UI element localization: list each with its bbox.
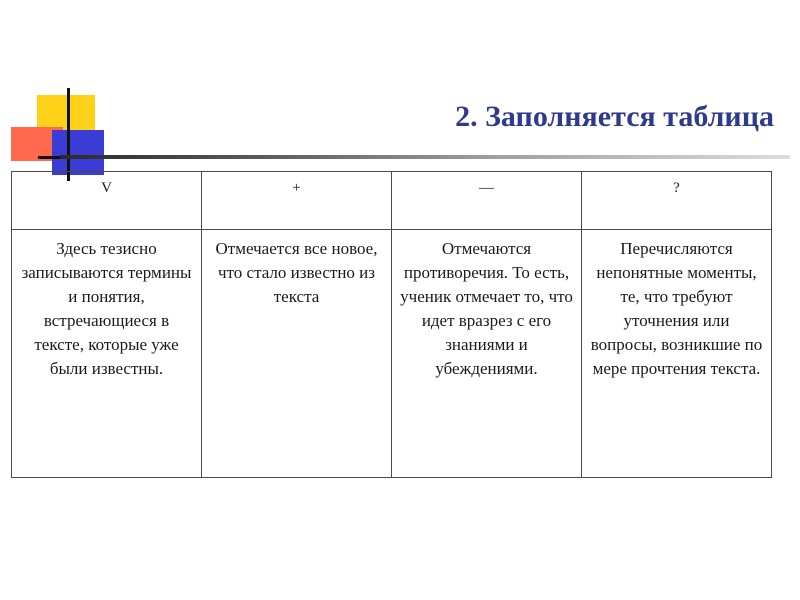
title-underline xyxy=(60,155,790,159)
cell-contradiction: Отмечаются противоречия. То есть, ученик отмечает то, что идет вразрез с его знаниями и убеждениями. xyxy=(392,230,582,478)
header-question: ? xyxy=(582,172,772,230)
horizontal-line-left xyxy=(38,156,60,159)
header-check: V xyxy=(12,172,202,230)
table-header-row xyxy=(12,172,772,230)
slide-title: 2. Заполняется таблица xyxy=(455,100,774,133)
cell-new: Отмечается все новое, что стало известно из текста xyxy=(202,230,392,478)
reading-table xyxy=(11,171,772,478)
header-minus: — xyxy=(392,172,582,230)
header-plus: + xyxy=(202,172,392,230)
blue-square xyxy=(52,130,104,175)
vertical-divider-line xyxy=(67,88,70,181)
table-row xyxy=(12,230,772,478)
cell-questions: Перечисляются непонятные моменты, те, что требуют уточнения или вопросы, возникшие по мере прочтения текста. xyxy=(582,230,772,478)
cell-known: Здесь тезисно записываются термины и понятия, встречающиеся в тексте, которые уже были известны. xyxy=(12,230,202,478)
